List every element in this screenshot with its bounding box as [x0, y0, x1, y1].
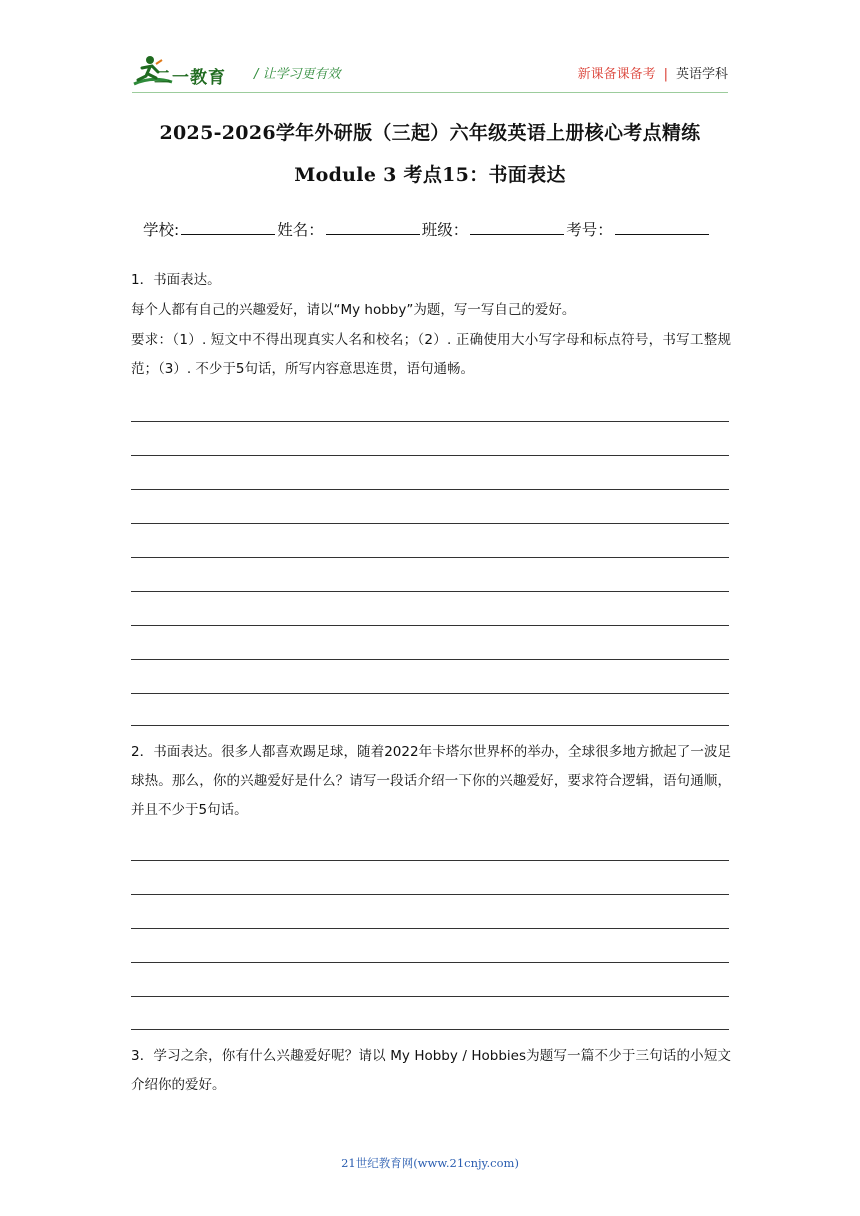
question-1-heading: 1．书面表达。: [131, 272, 221, 288]
logo: [132, 54, 244, 90]
question-1-requirements: 要求：（1）. 短文中不得出现真实人名和校名；（2）. 正确使用大小写字母和标点符号，书写工整规范；（3）. 不少于5句话，所写内容意思连贯，语句通畅。: [131, 332, 731, 377]
question-2-prompt: 2．书面表达。很多人都喜欢踢足球，随着2022年卡塔尔世界杯的举办，全球很多地方掀起了一波足球热。那么，你的兴趣爱好是什么？请写一段话介绍一下你的兴趣爱好，要求符合逻辑，语句通顺，并且不少于5句话。: [131, 744, 731, 818]
header-tag-left: 新课备课备考: [577, 67, 656, 82]
writing-line[interactable]: [131, 928, 729, 929]
school-label: 学校:: [143, 221, 180, 239]
question-1-prompt: 每个人都有自己的兴趣爱好，请以“My hobby”为题，写一写自己的爱好。: [131, 302, 576, 318]
header-divider: [132, 92, 728, 93]
writing-line[interactable]: [131, 693, 729, 694]
name-blank[interactable]: [326, 220, 420, 235]
writing-line[interactable]: [131, 421, 729, 422]
student-info-row: [143, 218, 711, 240]
school-blank[interactable]: [181, 220, 275, 235]
header-tag-right: 英语学科: [675, 67, 728, 82]
writing-line[interactable]: [131, 591, 729, 592]
writing-line[interactable]: [131, 659, 729, 660]
page-footer: 21世纪教育网(www.21cnjy.com): [341, 1156, 519, 1170]
writing-line[interactable]: [131, 725, 729, 726]
writing-line[interactable]: [131, 894, 729, 895]
name-label: 姓名：: [277, 221, 324, 239]
page-title: 2025-2026学年外研版（三起）六年级英语上册核心考点精练: [159, 122, 701, 144]
writing-line[interactable]: [131, 455, 729, 456]
writing-line[interactable]: [131, 489, 729, 490]
writing-line[interactable]: [131, 557, 729, 558]
question-3-prompt: 3．学习之余，你有什么兴趣爱好呢？请以 My Hobby / Hobbies为题写一篇不少于三句话的小短文介绍你的爱好。: [131, 1048, 731, 1093]
class-label: 班级：: [421, 221, 469, 239]
writing-line[interactable]: [131, 860, 729, 861]
header-tags: [578, 63, 728, 82]
page-subtitle: Module 3 考点15：书面表达: [294, 164, 566, 186]
writing-line[interactable]: [131, 1029, 729, 1030]
writing-line[interactable]: [131, 523, 729, 524]
class-blank[interactable]: [470, 220, 564, 235]
page-header: [132, 54, 728, 90]
writing-line[interactable]: [131, 962, 729, 963]
logo-text: 二一教育: [154, 68, 226, 88]
slogan: / 让学习更有效: [254, 67, 341, 82]
header-separator: |: [663, 67, 668, 82]
exam-no-label: 考号：: [566, 221, 613, 239]
writing-line[interactable]: [131, 996, 729, 997]
exam-no-blank[interactable]: [615, 220, 709, 235]
writing-line[interactable]: [131, 625, 729, 626]
